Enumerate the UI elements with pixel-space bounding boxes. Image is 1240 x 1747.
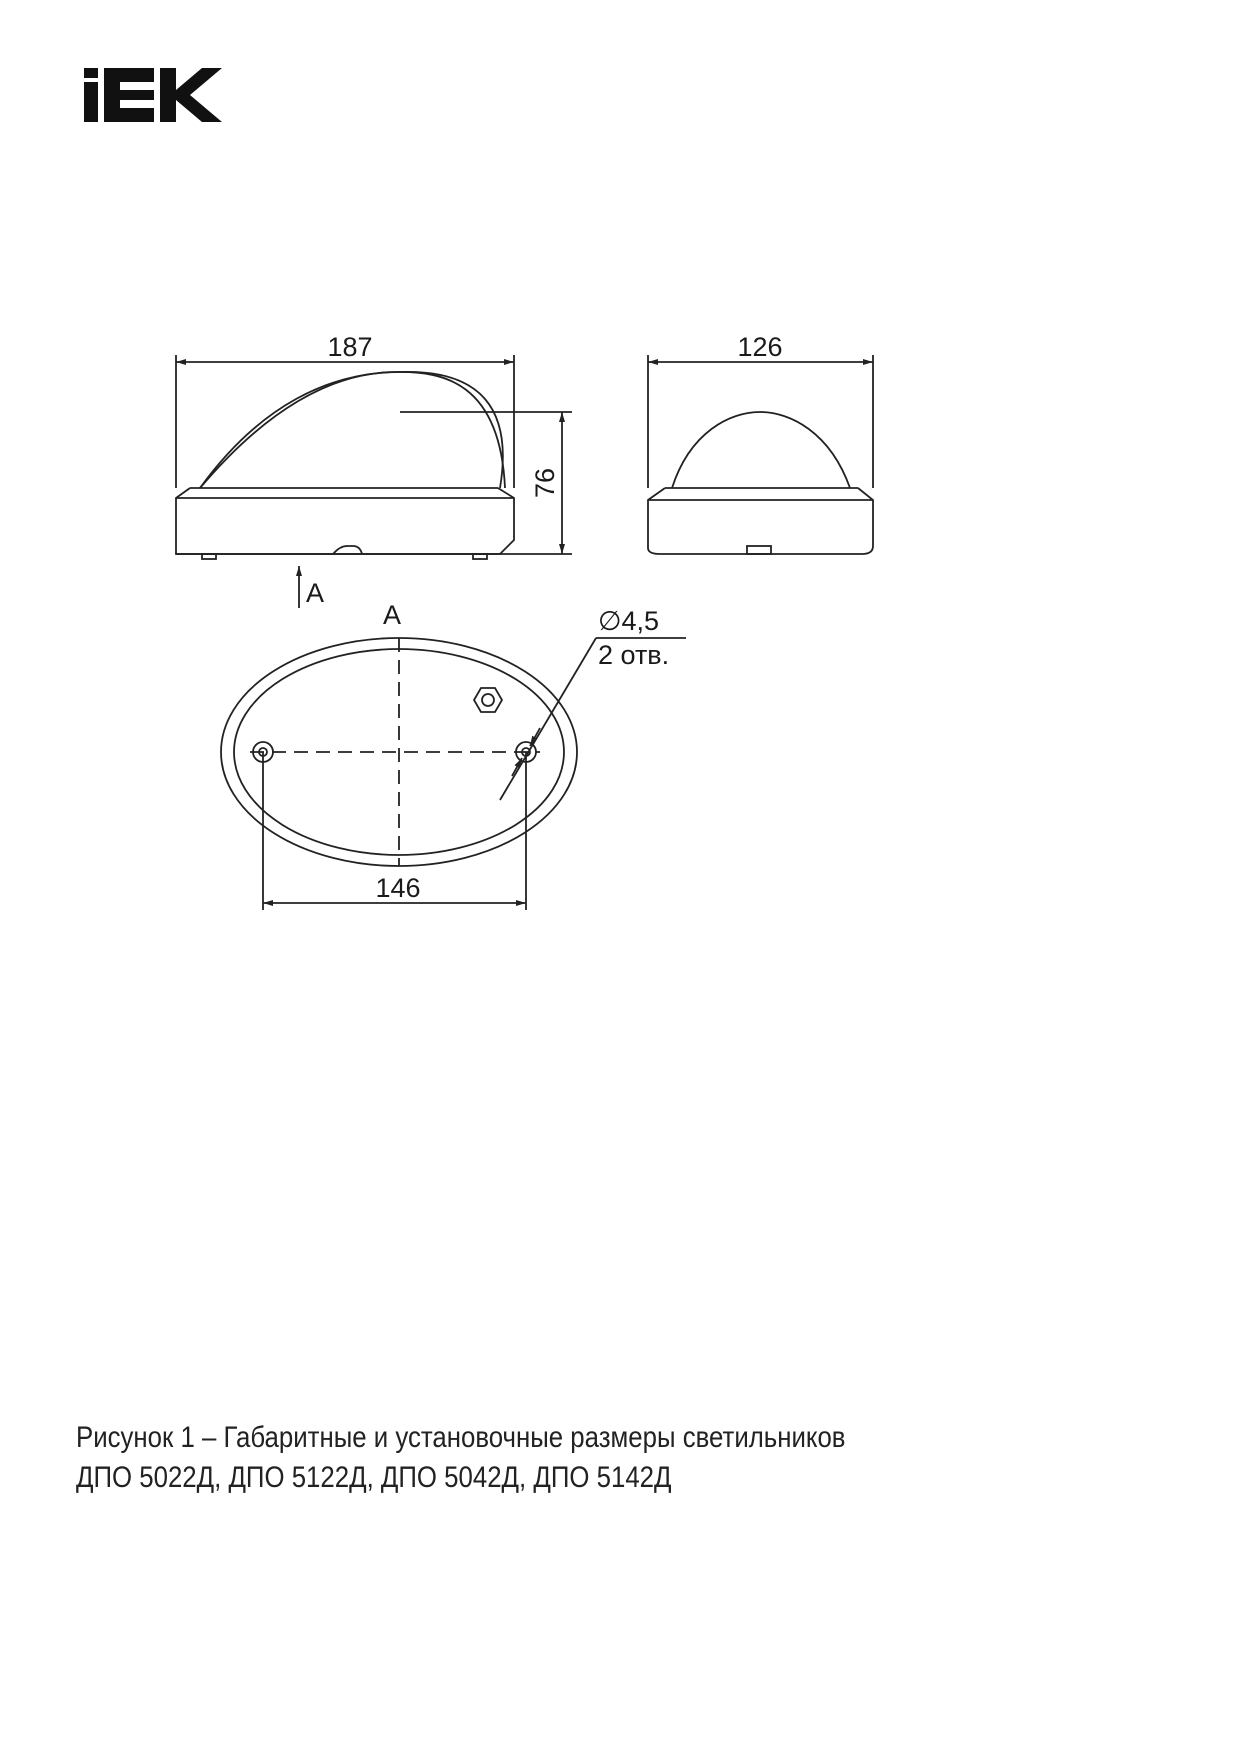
caption-line-1: Рисунок 1 – Габаритные и установочные размеры светильников bbox=[76, 1421, 846, 1454]
figure-caption bbox=[76, 1418, 1022, 1498]
front-height-label: 76 bbox=[530, 467, 560, 499]
front-width-label: 187 bbox=[327, 332, 373, 362]
side-width-label: 126 bbox=[737, 332, 783, 362]
side-view bbox=[648, 355, 873, 554]
view-arrow-label: A bbox=[306, 578, 325, 608]
hole-spacing-label: 146 bbox=[375, 873, 421, 903]
hole-count-label: 2 отв. bbox=[598, 640, 670, 670]
hole-diameter-label: ∅4,5 bbox=[598, 606, 660, 636]
bottom-view bbox=[221, 638, 686, 910]
front-view bbox=[176, 355, 572, 608]
caption-line-2: ДПО 5022Д, ДПО 5122Д, ДПО 5042Д, ДПО 5142Д bbox=[76, 1461, 672, 1494]
bottom-view-title: A bbox=[382, 600, 402, 630]
